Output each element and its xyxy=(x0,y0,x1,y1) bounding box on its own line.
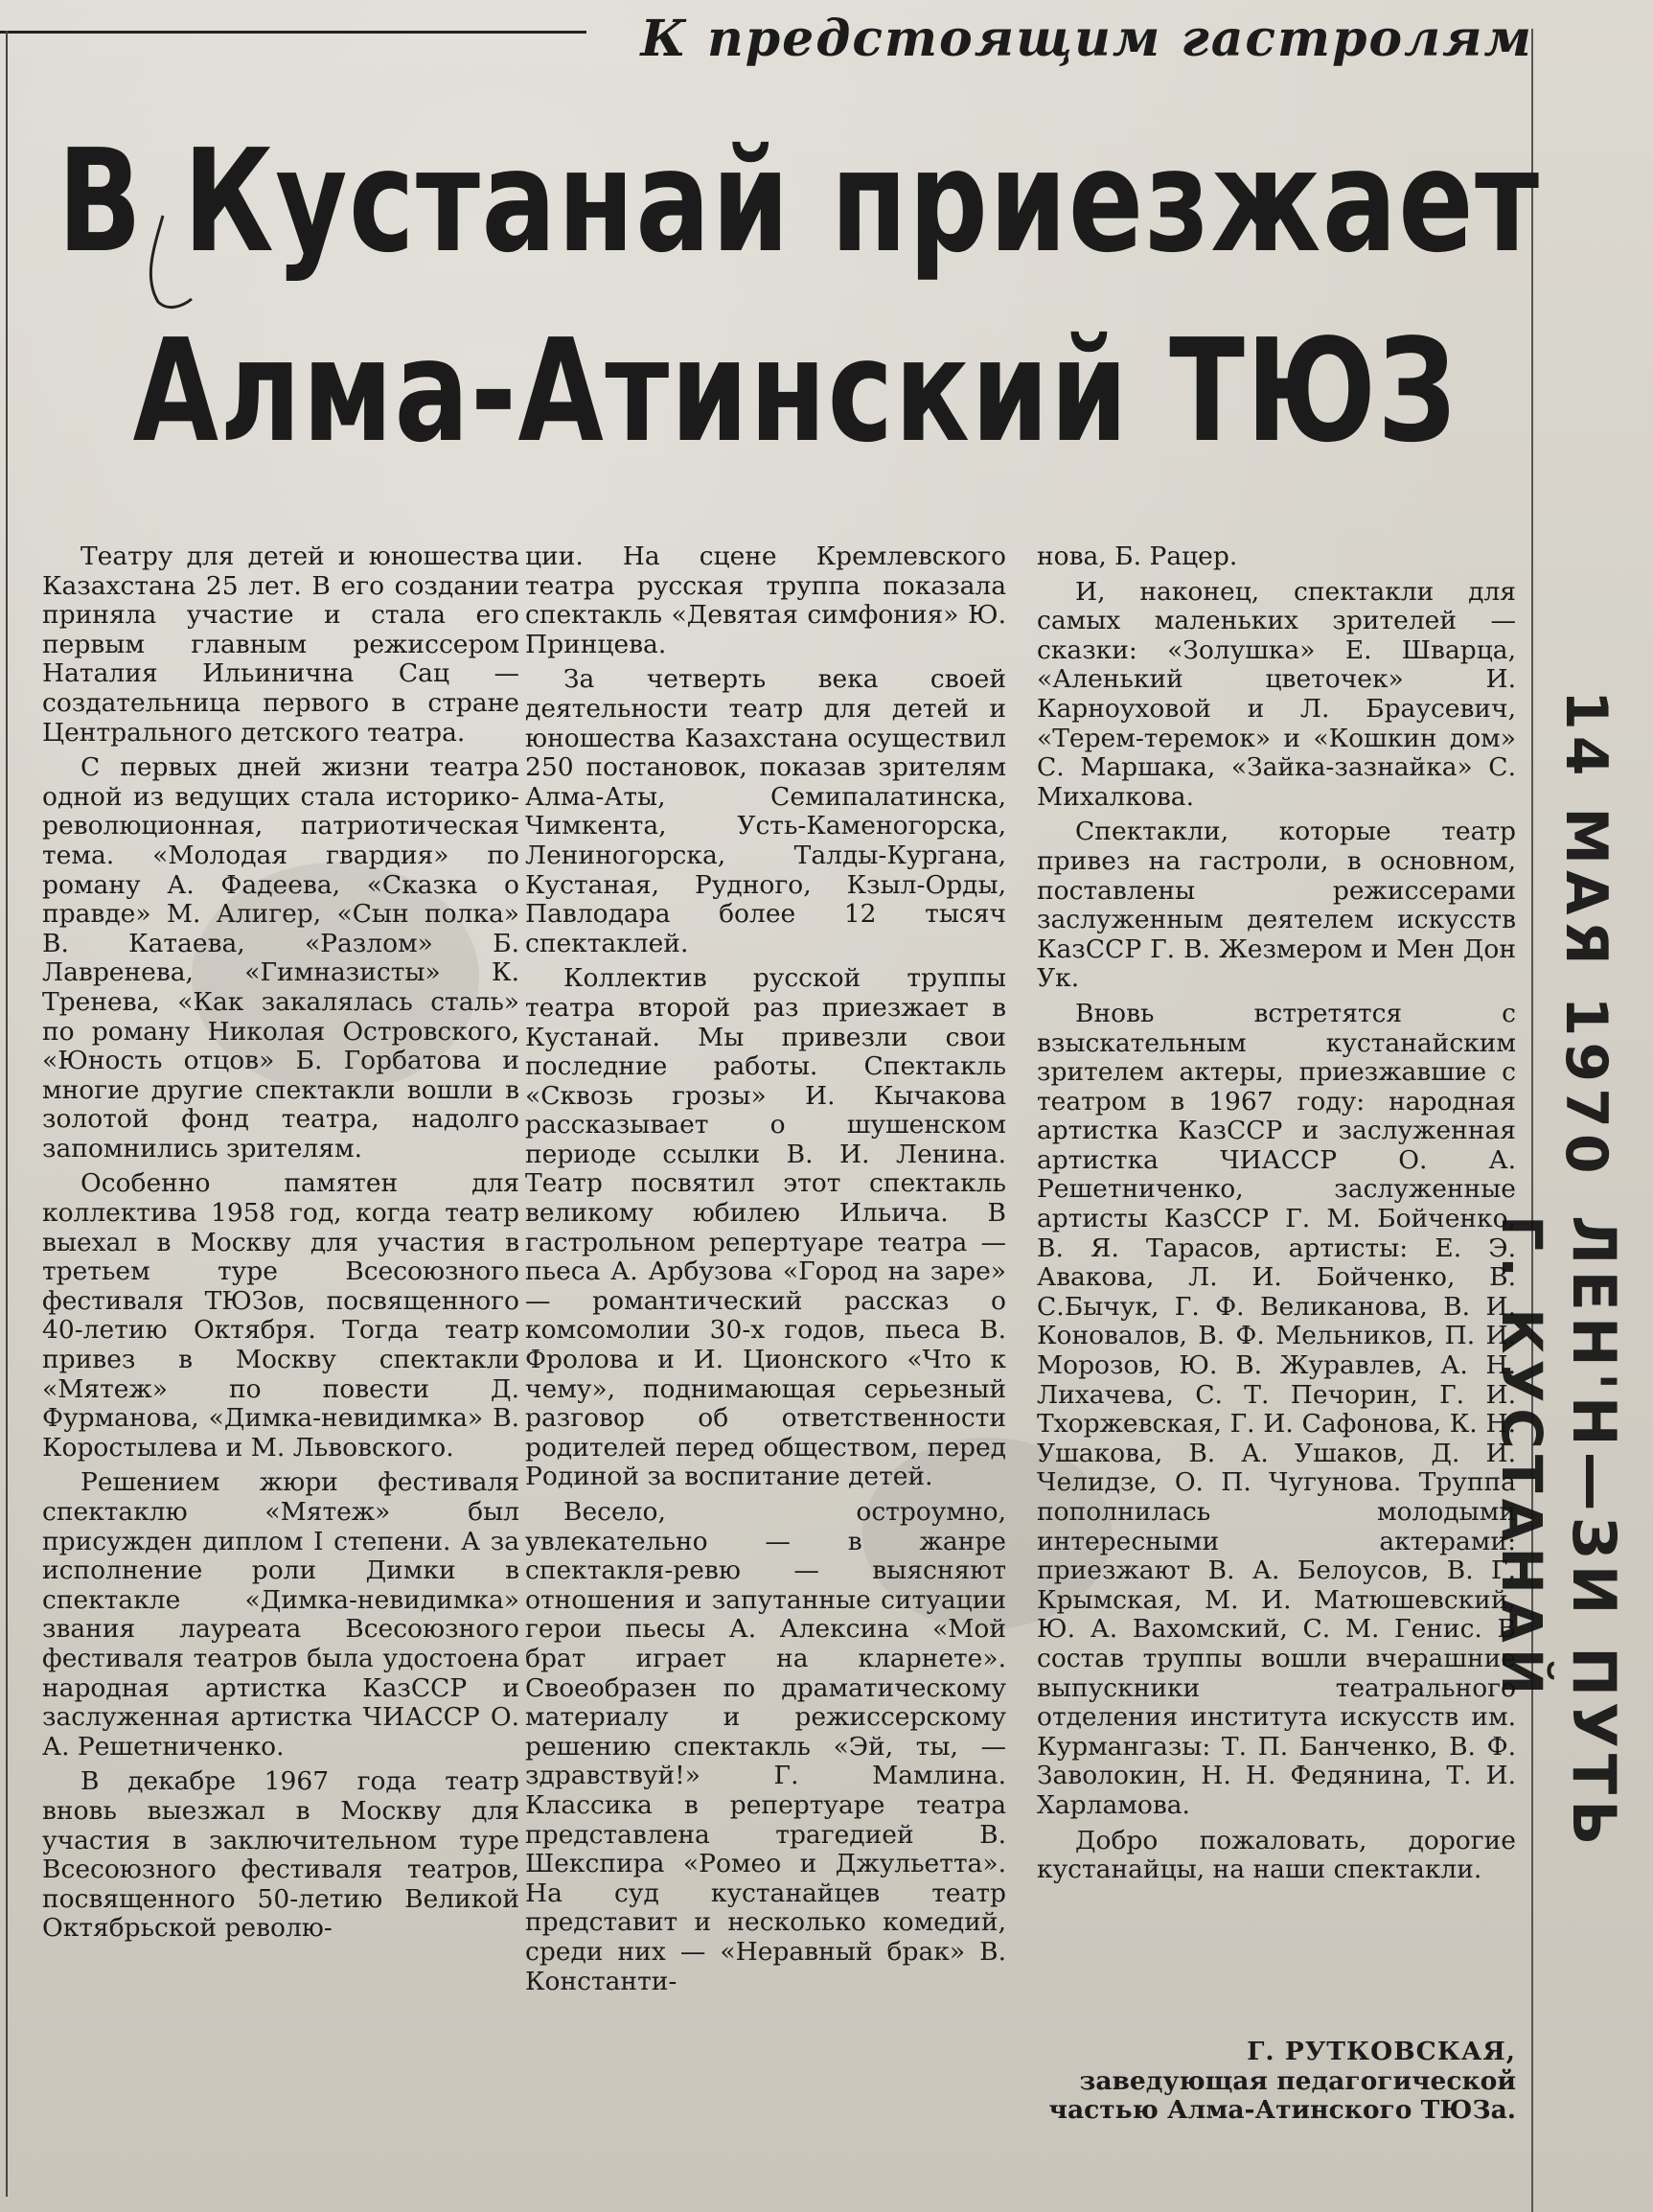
paragraph: нова, Б. Рацер. xyxy=(1037,541,1238,571)
paragraph: ции. На сцене Кремлевского театра русская труппа показала спектакль «Девятая симфония» Ю. Принцева. xyxy=(525,541,1006,659)
paragraph: Спектакли, которые театр привез на гастроли, в основном, поставлены режиссерами заслуженным деятелем искусств КазССР Г. В. Жезмером и Мен Дон Ук. xyxy=(1037,817,1516,994)
paragraph: Вновь встретятся с взыскательным кустанайским зрителем актеры, приезжавшие с театром в 1967 году: народная артистка КазССР и заслуженная артистка ЧИАССР О. А. Решетниченко, заслуженные артисты КазССР Г. М. Бойченко, В. Я. Тарасов, артисты: Е. Э. Авакова, Л. И. Бойченко, В. С.Бычук, Г. Ф. Великанова, В. И. Коновалов, В. Ф. Мельников, П. И. Морозов, Ю. В. Журавлев, А. Н. Лихачева, С. Т. Печорин, Г. И. Тхоржевская, Г. И. Сафонова, К. Н. Ушакова, В. А. Ушаков, Д. И. Челидзе, О. П. Чугунова. Труппа пополнилась молодыми интересными актерами: приезжают В. А. Белоусов, В. Г. Крымская, М. И. Матюшевский, Ю. А. Вахомский, С. М. Генис. В состав труппы вошли вчерашние выпускники театрального отделения института искусств им. Курмангазы: Т. П. Банченко, В. Ф. Заволокин, Н. Н. Федянина, Т. И. Харламова. xyxy=(1037,998,1516,1820)
headline-line-1: В Кустанай приезжает xyxy=(57,119,1541,284)
pen-mark-icon xyxy=(134,211,211,316)
paragraph: В декабре 1967 года театр вновь выезжал в Москву для участия в заключительном туре Всесоюзного фестиваля театров, посвященного 50-летию Великой Октябрьской револю- xyxy=(42,1766,519,1944)
paragraph: Особенно памятен для коллектива 1958 год, когда театр выехал в Москву для участия в третьем туре Всесоюзного фестиваля ТЮЗов, посвященного 40-летию Октября. Тогда театр привез в Москву спектакли «Мятеж» по повести Д. Фурманова, «Димка-невидимка» В. Коростылева и М. Львовского. xyxy=(42,1168,519,1463)
article-column-2 xyxy=(525,542,1006,1996)
paragraph: Весело, остроумно, увлекательно — в жанре спектакля-ревю — выясняют отношения и запутанные ситуации герои пьесы А. Алексина «Мой брат играет на кларнете». Своеобразен по драматическому материалу и режиссерскому решению спектакль «Эй, ты, — здравствуй!» Г. Мамлина. Классика в репертуаре театра представлена трагедией В. Шекспира «Ромео и Джульетта». На суд кустанайцев театр представит и несколько комедий, среди них — «Неравный брак» В. Константи- xyxy=(525,1497,1006,1996)
article-column-1 xyxy=(42,542,519,1944)
author-signature xyxy=(1045,2038,1516,2126)
author-name: Г. РУТКОВСКАЯ, xyxy=(1247,2037,1516,2066)
paragraph: Добро пожаловать, дорогие кустанайцы, на наши спектакли. xyxy=(1037,1825,1516,1885)
author-role: заведующая педагогической частью Алма-Атинского ТЮЗа. xyxy=(1048,2065,1516,2126)
paragraph: За четверть века своей деятельности театр для детей и юношества Казахстана осуществил 250 постановок, показав зрителям Алма-Аты, Семипалатинска, Чимкента, Усть-Каменогорска, Лениногорска, Талды-Кургана, Кустаная, Рудного, Кзыл-Орды, Павлодара более 12 тысяч спектаклей. xyxy=(525,664,1006,958)
rubric-heading: К предстоящим гастролям xyxy=(640,10,1533,68)
paragraph: Театру для детей и юношества Казахстана 25 лет. В его создании приняла участие и стала его первым главным режиссером Наталия Ильинична Сац — создательница первого в стране Центрального детского театра. xyxy=(42,541,519,748)
paragraph: Коллектив русской труппы театра второй раз приезжает в Кустанай. Мы привезли свои последние работы. Спектакль «Сквозь грозы» И. Кычакова рассказывает о шушенском периоде ссылки В. И. Ленина. Театр посвятил этот спектакль великому юбилею Ильича. В гастрольном репертуаре театра — пьеса А. Арбузова «Город на заре» — романтический рассказ о комсомолии 30-х годов, пьеса В. Фролова и И. Ционского «Что к чему», поднимающая серьезный разговор об ответственности родителей перед обществом, перед Родиной за воспитание детей. xyxy=(525,963,1006,1492)
frame-rule-top xyxy=(0,31,586,34)
newspaper-stamp: ЛЕН'Н—ЗИ ПУТЬ xyxy=(1559,1215,1629,1852)
date-stamp: 14 МАЯ 1970 xyxy=(1552,690,1619,1180)
frame-rule-left xyxy=(6,31,8,2197)
paragraph: И, наконец, спектакли для самых маленьких зрителей — сказки: «Золушка» Е. Шварца, «Аленький цветочек» И. Карноуховой и Л. Браусевич, «Терем-теремок» и «Кошкин дом» С. Маршака, «Зайка-зазнайка» С. Михалкова. xyxy=(1037,576,1516,812)
article-column-3 xyxy=(1037,542,1516,1885)
city-stamp: Г. КУСТАНАЙ xyxy=(1489,1215,1554,1701)
headline-line-2: Алма-Атинский ТЮЗ xyxy=(132,309,1458,473)
paragraph: Решением жюри фестиваля спектаклю «Мятеж» был присужден диплом I степени. А за исполнение роли Димки в спектакле «Димка-невидимка» звания лауреата Всесоюзного фестиваля театров была удостоена народная артистка КазССР и заслуженная артистка ЧИАССР О. А. Решетниченко. xyxy=(42,1467,519,1762)
paragraph: С первых дней жизни театра одной из ведущих стала историко-революционная, патриотическая тема. «Молодая гвардия» по роману А. Фадеева, «Сказка о правде» М. Алигер, «Сын полка» В. Катаева, «Разлом» Б. Лавренева, «Гимназисты» К. Тренева, «Как закалялась сталь» по роману Николая Островского, «Юность отцов» Б. Горбатова и многие другие спектакли вошли в золотой фонд театра, надолго запомнились зрителям. xyxy=(42,752,519,1164)
